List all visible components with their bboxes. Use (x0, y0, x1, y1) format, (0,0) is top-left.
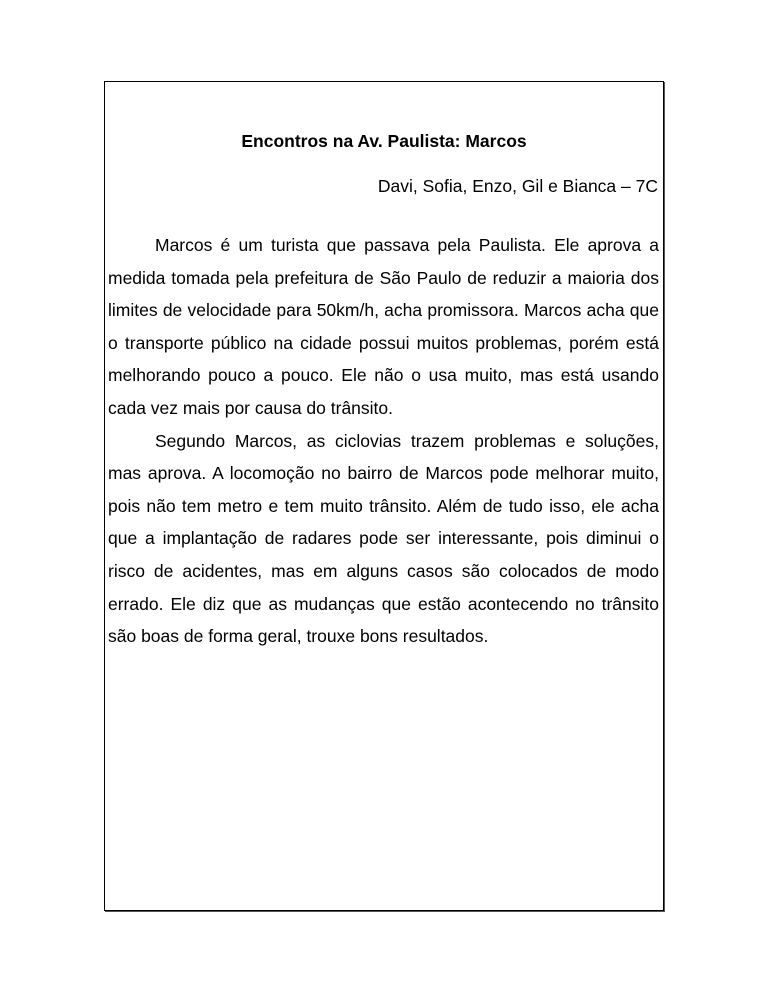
paragraph-2: Segundo Marcos, as ciclovias trazem problemas e soluções, mas aprova. A locomoção no bairro de Marcos pode melhorar muito, pois não tem metro e tem muito trânsito. Além de tudo isso, ele acha que a implantação de radares pode ser interessante, pois diminui o risco de acidentes, mas em alguns casos são colocados de modo errado. Ele diz que as mudanças que estão acontecendo no trânsito são boas de forma geral, trouxe bons resultados. (108, 430, 659, 647)
document-body (108, 229, 659, 653)
document-title: Encontros na Av. Paulista: Marcos (241, 131, 527, 151)
document-authors: Davi, Sofia, Enzo, Gil e Bianca – 7C (377, 176, 658, 196)
paragraph-1: Marcos é um turista que passava pela Paulista. Ele aprova a medida tomada pela prefeitura de São Paulo de reduzir a maioria dos limites de velocidade para 50km/h, acha promissora. Marcos acha que o transporte público na cidade possui muitos problemas, porém está melhorando pouco a pouco. Ele não o usa muito, mas está usando cada vez mais por causa do trânsito. (108, 235, 659, 418)
